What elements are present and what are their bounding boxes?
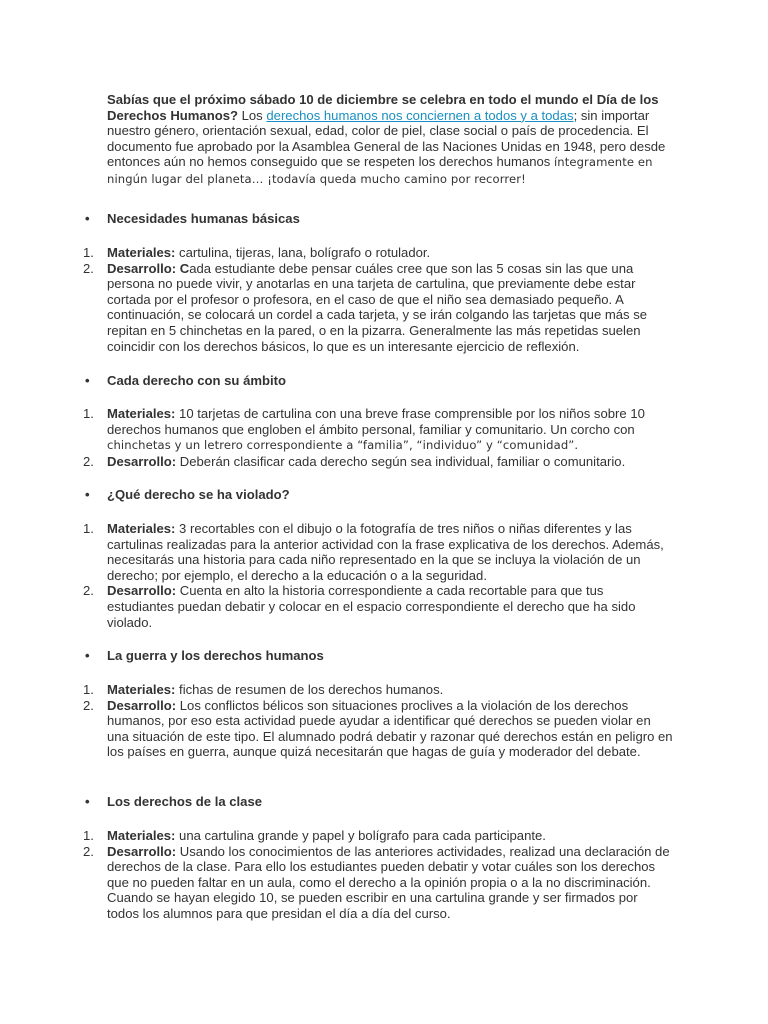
list-item — [83, 521, 673, 583]
section-title-text: Necesidades humanas básicas — [107, 211, 300, 226]
section-title-text: La guerra y los derechos humanos — [107, 648, 324, 663]
section-title-necesidades — [85, 211, 685, 227]
intro-bold: Sabías que el próximo sábado 10 de diciembre se celebra en todo el mundo el Día de los Derechos Humanos? — [107, 92, 659, 123]
intro-text-after-link: ; sin importar nuestro género, orientación sexual, edad, color de piel, clase social o país de procedencia. El documento fue aprobado por la Asamblea General de las Naciones Unidas en 1948, pero desde entonces aún no hemos conseguido que se respeten los derechos humanos — [107, 107, 666, 170]
section-title-text: Los derechos de la clase — [107, 794, 263, 809]
item-label: Materiales: — [107, 682, 176, 697]
item-number: 1. — [83, 521, 94, 536]
item-label: Materiales: — [107, 406, 176, 421]
item-number: 2. — [83, 697, 94, 713]
item-text: Usando los conocimientos de las anteriores actividades, realizad una declaración de derechos de la clase. Para ello los estudiantes pueden debatir y votar cuáles son los derechos que no pueden faltar en un aula, como el derecho a la opinión propia o a la no discriminación. Cuando se hayan elegido 10, se pueden escribir en una cartulina grande y ser firmados por todos los alumnos para que presidan el día a día del curso. — [107, 843, 670, 921]
item-text: ada estudiante debe pensar cuáles cree que son las 5 cosas sin las que una persona no puede vivir, y anotarlas en una tarjeta de cartulina, que previamente debe estar cortada por el profesor o profesora, en el caso de que el niño sea demasiado pequeño. A continuación, se colocará un cordel a cada tarjeta, y se irán colgando las tarjetas que más se repitan en 5 chinchetas en la pared, o en la pizarra. Generalmente las más repetidas suelen coincidir con los derechos básicos, lo que es un interesante ejercicio de reflexión. — [107, 260, 648, 354]
item-number: 1. — [83, 828, 94, 843]
item-text: 3 recortables con el dibujo o la fotografía de tres niños o niñas diferentes y las cartulinas realizadas para la anterior actividad con la frase explicativa de los derechos. Además, necesitarás una historia para cada niño representado en la que se incluya la violación de un derecho; por ejemplo, el derecho a la educación o a la seguridad. — [107, 521, 664, 583]
item-label: Desarrollo: — [107, 453, 177, 469]
item-number: 2. — [83, 583, 94, 599]
section-title-ambito — [85, 373, 685, 389]
intro-paragraph — [107, 92, 667, 188]
item-number: 2. — [83, 453, 94, 469]
item-label: Desarrollo: — [107, 583, 177, 599]
item-text: una cartulina grande y papel y bolígrafo para cada participante. — [175, 828, 546, 843]
list-item — [83, 682, 673, 698]
section-title-violado — [85, 487, 685, 503]
bullet: • — [85, 794, 90, 809]
section-title-clase — [85, 794, 685, 810]
bullet: • — [85, 648, 90, 663]
bullet: • — [85, 373, 90, 388]
list-violado — [83, 521, 673, 630]
item-label: Desarrollo: C — [107, 260, 190, 276]
item-text: cartulina, tijeras, lana, bolígrafo o rotulador. — [175, 245, 431, 260]
list-item — [83, 454, 673, 470]
list-ambito — [83, 406, 673, 469]
list-clase — [83, 828, 673, 922]
item-number: 1. — [83, 245, 94, 260]
item-text: Cuenta en alto la historia correspondiente a cada recortable para que tus estudiantes puedan debatir y colocar en el espacio correspondiente el derecho que ha sido violado. — [107, 583, 636, 630]
list-guerra — [83, 682, 673, 760]
bullet: • — [85, 487, 90, 502]
item-label: Materiales: — [107, 828, 176, 843]
intro-text — [107, 92, 667, 188]
item-label: Desarrollo: — [107, 697, 177, 713]
item-number: 1. — [83, 682, 94, 697]
section-title-text: ¿Qué derecho se ha violado? — [107, 487, 290, 502]
item-label: Desarrollo: — [107, 843, 177, 859]
item-label: Materiales: — [107, 521, 176, 536]
section-title-guerra — [85, 648, 685, 664]
list-item — [83, 583, 673, 630]
item-text: 10 tarjetas de cartulina con una breve frase comprensible por los niños sobre 10 derechos humanos que engloben el ámbito personal, familiar y comunitario. Un corcho con — [107, 406, 645, 437]
item-number: 2. — [83, 260, 94, 276]
item-text: fichas de resumen de los derechos humanos. — [175, 682, 444, 697]
item-number: 1. — [83, 406, 94, 421]
bullet: • — [85, 211, 90, 226]
item-text: Deberán clasificar cada derecho según sea individual, familiar o comunitario. — [176, 453, 626, 469]
list-item — [83, 844, 673, 922]
section-title-text: Cada derecho con su ámbito — [107, 373, 286, 388]
list-item — [83, 698, 673, 760]
intro-text-alt: íntegramente en ningún lugar del planeta… ¡todavía queda mucho camino por recorrer! — [107, 155, 653, 186]
list-necesidades — [83, 245, 673, 354]
item-text: Los conflictos bélicos son situaciones proclives a la violación de los derechos humanos, por eso esta actividad puede ayudar a identificar qué derechos se pueden violar en una situación de este tipo. El alumnado podrá debatir y razonar qué derechos están en peligro en los países en guerra, aunque quizá necesitarán que hagas de guía y moderador del debate. — [107, 697, 673, 760]
item-text-alt: chinchetas y un letrero correspondiente a “familia”, “individuo” y “comunidad”. — [107, 438, 579, 453]
intro-text-before-link: Los — [237, 107, 267, 123]
human-rights-link[interactable]: derechos humanos nos conciernen a todos y a todas — [266, 107, 574, 123]
list-item — [83, 828, 673, 844]
list-item — [83, 406, 673, 454]
item-label: Materiales: — [107, 245, 176, 260]
item-number: 2. — [83, 843, 94, 859]
list-item — [83, 261, 673, 355]
list-item — [83, 245, 673, 261]
